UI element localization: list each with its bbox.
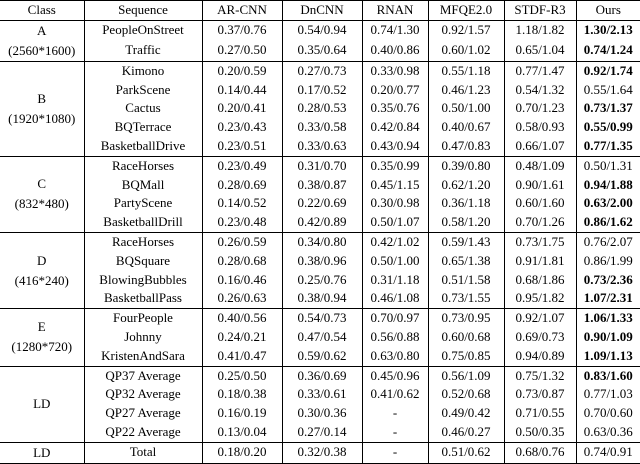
table-row	[0, 347, 640, 366]
sequence-cell: PeopleOnStreet	[84, 20, 202, 41]
sequence-cell: RaceHorses	[84, 232, 202, 251]
ar-cnn-cell: 0.25/0.50	[202, 366, 282, 385]
rnan-cell: -	[362, 423, 428, 442]
header-dncnn: DnCNN	[282, 1, 362, 21]
mfqe-cell: 0.60/1.02	[428, 41, 504, 62]
dncnn-cell: 0.17/0.52	[282, 81, 362, 100]
ar-cnn-cell: 0.24/0.21	[202, 328, 282, 347]
header-sequence: Sequence	[84, 1, 202, 21]
table-body	[0, 20, 640, 463]
class-label: (832*480)	[14, 196, 69, 212]
class-label: (416*240)	[14, 272, 69, 288]
header-stdf: STDF-R3	[504, 1, 576, 21]
sequence-cell: BasketballPass	[84, 289, 202, 308]
class-label: (2560*1600)	[8, 42, 76, 58]
ar-cnn-cell: 0.26/0.63	[202, 289, 282, 308]
dncnn-cell: 0.35/0.64	[282, 41, 362, 62]
sequence-cell: QP37 Average	[84, 366, 202, 385]
stdf-cell: 0.73/0.87	[504, 385, 576, 404]
stdf-cell: 0.71/0.55	[504, 404, 576, 423]
rnan-cell: 0.45/0.96	[362, 366, 428, 385]
class-label: LD	[33, 396, 51, 412]
sequence-cell: Total	[84, 442, 202, 463]
stdf-cell: 0.48/1.09	[504, 156, 576, 175]
sequence-cell: Traffic	[84, 41, 202, 62]
mfqe-cell: 0.73/0.95	[428, 309, 504, 328]
rnan-cell: 0.63/0.80	[362, 347, 428, 366]
class-label: B	[37, 90, 47, 106]
class-label: (1920*1080)	[8, 110, 76, 126]
ar-cnn-cell: 0.23/0.48	[202, 213, 282, 232]
mfqe-cell: 0.36/1.18	[428, 194, 504, 213]
dncnn-cell: 0.33/0.58	[282, 118, 362, 137]
ours-cell: 0.76/2.07	[576, 232, 640, 251]
stdf-cell: 0.70/1.23	[504, 99, 576, 118]
table-row	[0, 252, 640, 271]
mfqe-cell: 0.47/0.83	[428, 137, 504, 156]
table-row	[0, 81, 640, 100]
ours-cell: 0.63/0.36	[576, 423, 640, 442]
mfqe-cell: 0.51/1.58	[428, 271, 504, 290]
ar-cnn-cell: 0.23/0.49	[202, 156, 282, 175]
stdf-cell: 0.50/0.35	[504, 423, 576, 442]
mfqe-cell: 0.59/1.43	[428, 232, 504, 251]
class-label: A	[37, 22, 47, 38]
sequence-cell: Kimono	[84, 61, 202, 80]
stdf-cell: 0.58/0.93	[504, 118, 576, 137]
ours-cell: 0.50/1.31	[576, 156, 640, 175]
stdf-cell: 0.69/0.73	[504, 328, 576, 347]
rnan-cell: 0.40/0.86	[362, 41, 428, 62]
rnan-cell: 0.74/1.30	[362, 20, 428, 41]
ar-cnn-cell: 0.16/0.46	[202, 271, 282, 290]
rnan-cell: -	[362, 404, 428, 423]
mfqe-cell: 0.65/1.38	[428, 252, 504, 271]
mfqe-cell: 0.62/1.20	[428, 176, 504, 195]
ours-cell: 0.63/2.00	[576, 194, 640, 213]
dncnn-cell: 0.30/0.36	[282, 404, 362, 423]
stdf-cell: 1.18/1.82	[504, 20, 576, 41]
rnan-cell: 0.70/0.97	[362, 309, 428, 328]
ours-cell: 1.30/2.13	[576, 20, 640, 41]
stdf-cell: 0.75/1.32	[504, 366, 576, 385]
table-row	[0, 61, 640, 80]
ar-cnn-cell: 0.40/0.56	[202, 309, 282, 328]
class-cell	[0, 366, 84, 442]
dncnn-cell: 0.27/0.73	[282, 61, 362, 80]
rnan-cell: 0.50/1.07	[362, 213, 428, 232]
class-cell	[0, 20, 84, 61]
class-cell	[0, 156, 84, 232]
ours-cell: 0.74/0.91	[576, 442, 640, 463]
table-row	[0, 289, 640, 308]
rnan-cell: 0.56/0.88	[362, 328, 428, 347]
ar-cnn-cell: 0.23/0.51	[202, 137, 282, 156]
mfqe-cell: 0.75/0.85	[428, 347, 504, 366]
ar-cnn-cell: 0.28/0.69	[202, 176, 282, 195]
sequence-cell: BasketballDrive	[84, 137, 202, 156]
class-cell	[0, 309, 84, 366]
ours-cell: 1.07/2.31	[576, 289, 640, 308]
table-row	[0, 20, 640, 41]
rnan-cell: 0.43/0.94	[362, 137, 428, 156]
ar-cnn-cell: 0.20/0.59	[202, 61, 282, 80]
dncnn-cell: 0.31/0.70	[282, 156, 362, 175]
rnan-cell: 0.35/0.99	[362, 156, 428, 175]
ar-cnn-cell: 0.16/0.19	[202, 404, 282, 423]
ar-cnn-cell: 0.18/0.20	[202, 442, 282, 463]
rnan-cell: 0.31/1.18	[362, 271, 428, 290]
ours-cell: 0.55/0.99	[576, 118, 640, 137]
ar-cnn-cell: 0.14/0.52	[202, 194, 282, 213]
sequence-cell: Cactus	[84, 99, 202, 118]
rnan-cell: 0.20/0.77	[362, 81, 428, 100]
dncnn-cell: 0.42/0.89	[282, 213, 362, 232]
mfqe-cell: 0.56/1.09	[428, 366, 504, 385]
stdf-cell: 0.90/1.61	[504, 176, 576, 195]
table-row	[0, 423, 640, 442]
dncnn-cell: 0.34/0.80	[282, 232, 362, 251]
stdf-cell: 0.70/1.26	[504, 213, 576, 232]
rnan-cell: -	[362, 442, 428, 463]
dncnn-cell: 0.32/0.38	[282, 442, 362, 463]
table-row	[0, 328, 640, 347]
mfqe-cell: 0.60/0.68	[428, 328, 504, 347]
ar-cnn-cell: 0.26/0.59	[202, 232, 282, 251]
stdf-cell: 0.68/1.86	[504, 271, 576, 290]
table-row	[0, 442, 640, 463]
mfqe-cell: 0.58/1.20	[428, 213, 504, 232]
dncnn-cell: 0.38/0.87	[282, 176, 362, 195]
table-row	[0, 194, 640, 213]
header-class: Class	[0, 1, 84, 21]
dncnn-cell: 0.47/0.54	[282, 328, 362, 347]
mfqe-cell: 0.40/0.67	[428, 118, 504, 137]
header-ours: Ours	[576, 1, 640, 21]
table-row	[0, 137, 640, 156]
sequence-cell: BlowingBubbles	[84, 271, 202, 290]
dncnn-cell: 0.28/0.53	[282, 99, 362, 118]
sequence-cell: QP32 Average	[84, 385, 202, 404]
sequence-cell: BQMall	[84, 176, 202, 195]
sequence-cell: FourPeople	[84, 309, 202, 328]
dncnn-cell: 0.33/0.63	[282, 137, 362, 156]
mfqe-cell: 0.51/0.62	[428, 442, 504, 463]
rnan-cell: 0.30/0.98	[362, 194, 428, 213]
mfqe-cell: 0.50/1.00	[428, 99, 504, 118]
stdf-cell: 0.54/1.32	[504, 81, 576, 100]
sequence-cell: PartyScene	[84, 194, 202, 213]
sequence-cell: QP22 Average	[84, 423, 202, 442]
dncnn-cell: 0.54/0.94	[282, 20, 362, 41]
mfqe-cell: 0.73/1.55	[428, 289, 504, 308]
class-label: E	[37, 319, 46, 335]
ours-cell: 0.77/1.03	[576, 385, 640, 404]
class-label: (1280*720)	[11, 339, 73, 355]
rnan-cell: 0.42/1.02	[362, 232, 428, 251]
mfqe-cell: 0.46/0.27	[428, 423, 504, 442]
mfqe-cell: 0.39/0.80	[428, 156, 504, 175]
table-row	[0, 41, 640, 62]
ar-cnn-cell: 0.37/0.76	[202, 20, 282, 41]
ours-cell: 0.90/1.09	[576, 328, 640, 347]
sequence-cell: KristenAndSara	[84, 347, 202, 366]
ours-cell: 0.55/1.64	[576, 81, 640, 100]
mfqe-cell: 0.52/0.68	[428, 385, 504, 404]
table-row	[0, 309, 640, 328]
dncnn-cell: 0.33/0.61	[282, 385, 362, 404]
table-row	[0, 404, 640, 423]
table-row	[0, 213, 640, 232]
stdf-cell: 0.77/1.47	[504, 61, 576, 80]
sequence-cell: RaceHorses	[84, 156, 202, 175]
rnan-cell: 0.42/0.84	[362, 118, 428, 137]
rnan-cell: 0.50/1.00	[362, 252, 428, 271]
ar-cnn-cell: 0.14/0.44	[202, 81, 282, 100]
ar-cnn-cell: 0.27/0.50	[202, 41, 282, 62]
ar-cnn-cell: 0.18/0.38	[202, 385, 282, 404]
ours-cell: 0.83/1.60	[576, 366, 640, 385]
stdf-cell: 0.73/1.75	[504, 232, 576, 251]
sequence-cell: ParkScene	[84, 81, 202, 100]
table-row	[0, 118, 640, 137]
sequence-cell: BQSquare	[84, 252, 202, 271]
class-label: LD	[33, 444, 51, 460]
header-ar-cnn: AR-CNN	[202, 1, 282, 21]
table-row	[0, 232, 640, 251]
dncnn-cell: 0.54/0.73	[282, 309, 362, 328]
ours-cell: 0.73/2.36	[576, 271, 640, 290]
dncnn-cell: 0.25/0.76	[282, 271, 362, 290]
dncnn-cell: 0.38/0.96	[282, 252, 362, 271]
ours-cell: 0.77/1.35	[576, 137, 640, 156]
ours-cell: 0.74/1.24	[576, 41, 640, 62]
table-row	[0, 156, 640, 175]
class-cell	[0, 232, 84, 308]
sequence-cell: BasketballDrill	[84, 213, 202, 232]
mfqe-cell: 0.46/1.23	[428, 81, 504, 100]
dncnn-cell: 0.59/0.62	[282, 347, 362, 366]
ar-cnn-cell: 0.41/0.47	[202, 347, 282, 366]
table-row	[0, 385, 640, 404]
rnan-cell: 0.45/1.15	[362, 176, 428, 195]
rnan-cell: 0.33/0.98	[362, 61, 428, 80]
class-label: D	[37, 252, 47, 268]
header-rnan: RNAN	[362, 1, 428, 21]
mfqe-cell: 0.55/1.18	[428, 61, 504, 80]
sequence-cell: QP27 Average	[84, 404, 202, 423]
stdf-cell: 0.94/0.89	[504, 347, 576, 366]
ar-cnn-cell: 0.20/0.41	[202, 99, 282, 118]
ours-cell: 0.86/1.99	[576, 252, 640, 271]
stdf-cell: 0.92/1.07	[504, 309, 576, 328]
sequence-cell: BQTerrace	[84, 118, 202, 137]
class-cell	[0, 61, 84, 156]
ours-cell: 0.70/0.60	[576, 404, 640, 423]
rnan-cell: 0.41/0.62	[362, 385, 428, 404]
mfqe-cell: 0.92/1.57	[428, 20, 504, 41]
table-row	[0, 176, 640, 195]
dncnn-cell: 0.22/0.69	[282, 194, 362, 213]
header-mfqe: MFQE2.0	[428, 1, 504, 21]
table-row	[0, 366, 640, 385]
stdf-cell: 0.68/0.76	[504, 442, 576, 463]
ours-cell: 1.09/1.13	[576, 347, 640, 366]
stdf-cell: 0.91/1.81	[504, 252, 576, 271]
ar-cnn-cell: 0.28/0.68	[202, 252, 282, 271]
ar-cnn-cell: 0.23/0.43	[202, 118, 282, 137]
class-label: C	[37, 176, 47, 192]
ours-cell: 1.06/1.33	[576, 309, 640, 328]
dncnn-cell: 0.27/0.14	[282, 423, 362, 442]
rnan-cell: 0.35/0.76	[362, 99, 428, 118]
table-row	[0, 271, 640, 290]
table-row	[0, 99, 640, 118]
stdf-cell: 0.60/1.60	[504, 194, 576, 213]
stdf-cell: 0.95/1.82	[504, 289, 576, 308]
dncnn-cell: 0.38/0.94	[282, 289, 362, 308]
ours-cell: 0.92/1.74	[576, 61, 640, 80]
ours-cell: 0.86/1.62	[576, 213, 640, 232]
rnan-cell: 0.46/1.08	[362, 289, 428, 308]
ours-cell: 0.94/1.88	[576, 176, 640, 195]
dncnn-cell: 0.36/0.69	[282, 366, 362, 385]
stdf-cell: 0.66/1.07	[504, 137, 576, 156]
header-row	[0, 1, 640, 21]
mfqe-cell: 0.49/0.42	[428, 404, 504, 423]
stdf-cell: 0.65/1.04	[504, 41, 576, 62]
class-cell	[0, 442, 84, 463]
sequence-cell: Johnny	[84, 328, 202, 347]
ar-cnn-cell: 0.13/0.04	[202, 423, 282, 442]
ours-cell: 0.73/1.37	[576, 99, 640, 118]
